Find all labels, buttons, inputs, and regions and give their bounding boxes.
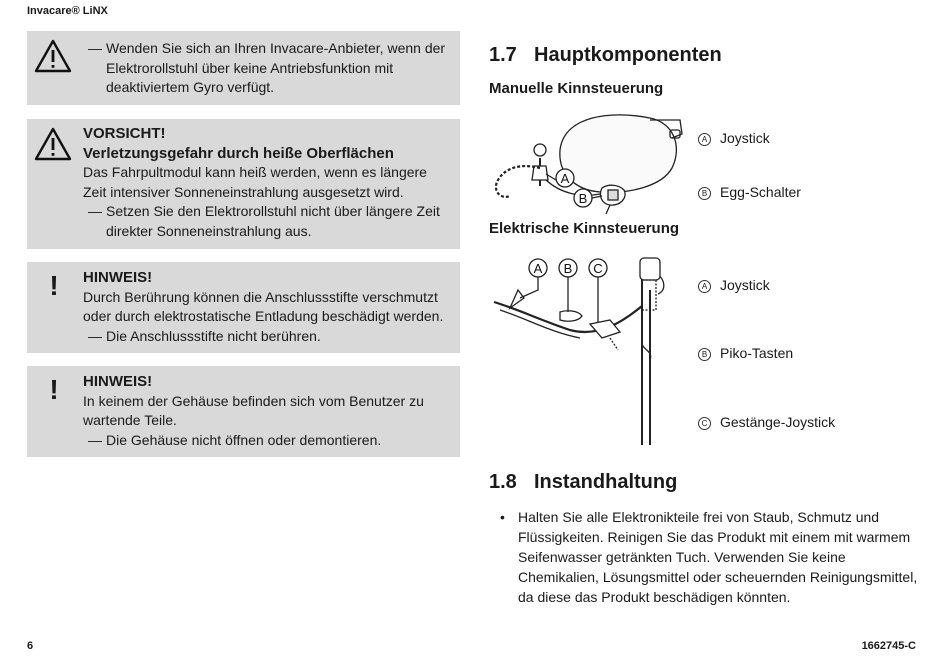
maintenance-bullet [500,507,920,607]
component-label-egg-switch: B Egg-Schalter [698,184,801,200]
electric-chin-control-illustration [490,250,695,455]
maintenance-text: Halten Sie alle Elektronikteile frei von Staub, Schmutz und Flüssigkeiten. Reinigen Sie das Produkt mit einem mit warmem Seifenwasser getränkten Tuch. Verwenden Sie keine Chemikalien, Lösungsmittel oder scheuernden Reinigungsmittel, da diese das Produkt beschädigen könnten. [518,509,918,605]
svg-text:A: A [560,171,570,186]
component-label-joystick: A Joystick [698,277,770,293]
marker-b-icon: B [698,187,711,200]
bullet-dot: • [500,509,505,525]
manual-chin-control-illustration [490,108,695,223]
page-number: 6 [27,640,34,652]
notice-text: Durch Berührung können die Anschlussstifte verschmutzt oder durch elektrostatische Entladung beschädigt werden. [83,288,444,324]
notice-title: VORSICHT! [83,125,166,142]
notice-bullet: — Die Gehäuse nicht öffnen oder demontieren. [88,431,382,448]
notice-box-caution [27,119,460,249]
exclamation-icon: ! [49,270,59,301]
notice-bullet: — Setzen Sie den Elektrorollstuhl nicht über längere Zeit direkter Sonneneinstrahlung aus. [88,203,440,239]
svg-text:A: A [533,261,543,276]
component-label-rod-joystick: C Gestänge-Joystick [698,414,835,430]
exclamation-icon: ! [49,374,59,405]
svg-text:B: B [578,191,588,206]
notice-box-warning [27,31,460,105]
document-id: 1662745-C [861,640,916,652]
notice-title: HINWEIS! [83,373,153,390]
marker-a-icon: A [698,133,711,146]
warning-triangle-icon [34,127,72,166]
svg-text:B: B [563,261,573,276]
component-label-joystick: A Joystick [698,130,770,146]
notice-title: HINWEIS! [83,269,153,286]
warning-triangle-icon [34,39,72,78]
subheading-manual-chin-control: Manuelle Kinnsteuerung [489,80,664,97]
svg-text:C: C [593,261,603,276]
notice-bullet: — Die Anschlussstifte nicht berühren. [88,327,321,344]
subheading-electric-chin-control: Elektrische Kinnsteuerung [489,220,680,237]
notice-box-hint [27,366,460,457]
notice-box-hint [27,262,460,353]
marker-a-icon: A [698,280,711,293]
marker-c-icon: C [698,417,711,430]
notice-text: Das Fahrpultmodul kann heiß werden, wenn es längere Zeit intensiver Sonneneinstrahlung ausgesetzt wird. [83,164,427,200]
running-header: Invacare® LiNX [27,5,108,17]
component-label-piko-buttons: B Piko-Tasten [698,345,793,361]
notice-text: In keinem der Gehäuse befinden sich vom Benutzer zu wartende Teile. [83,392,424,428]
section-heading-1-7: 1.7 Hauptkomponenten [489,44,722,66]
section-heading-1-8: 1.8 Instandhaltung [489,471,678,493]
notice-bullet: — Wenden Sie sich an Ihren Invacare-Anbieter, wenn der Elektrorollstuhl über keine Antriebsfunktion mit deaktiviertem Gyro verfügt. [88,40,446,95]
marker-b-icon: B [698,348,711,361]
notice-subtitle: Verletzungsgefahr durch heiße Oberflächen [83,144,394,162]
